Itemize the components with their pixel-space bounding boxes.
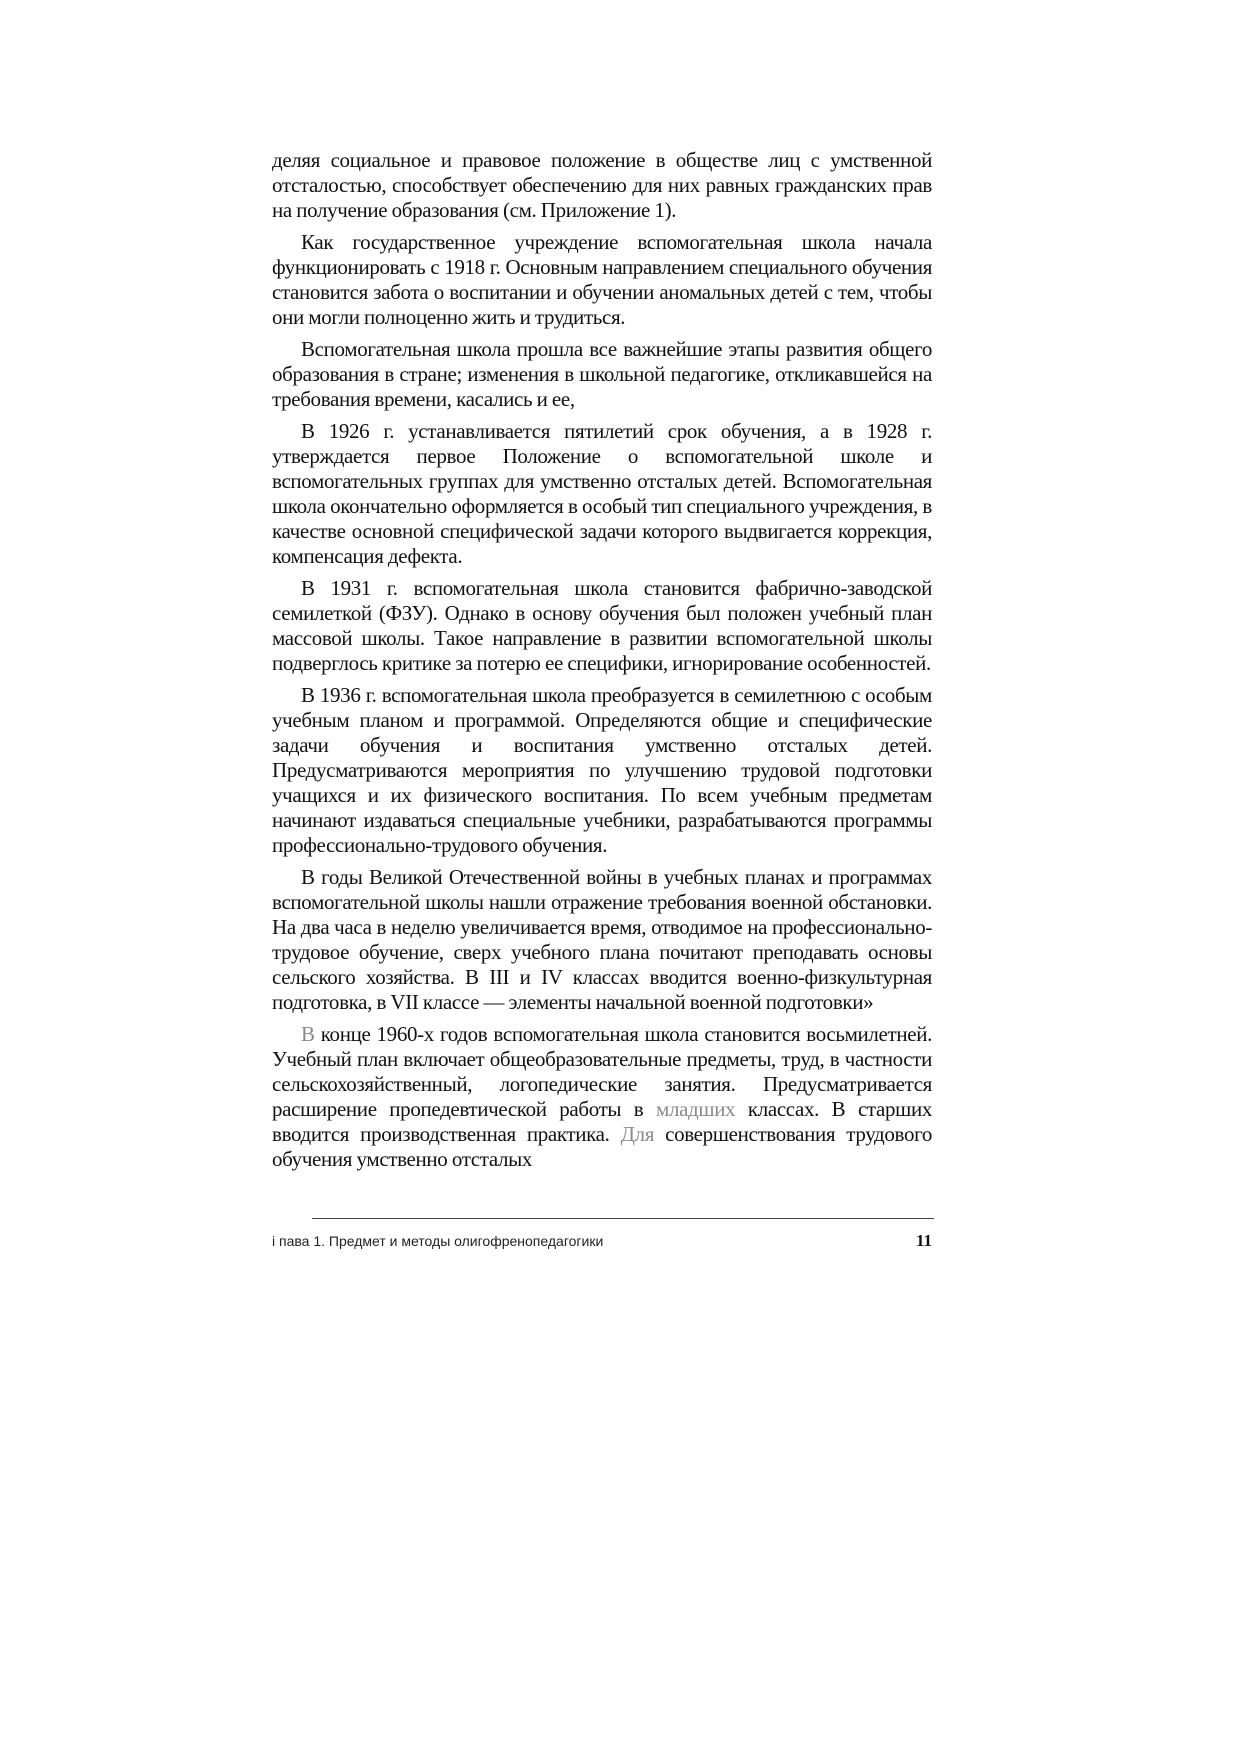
paragraph: В 1926 г. устанавливается пятилетий срок обучения, а в 1928 г. утверждается первое Положение о вспомогательной школе и вспомогательных группах для умственно отсталых детей. Вспомогательная школа окончательно оформляется в особый тип специального учреждения, в качестве основной специфической задачи которого выдвигается коррекция, компенсация дефекта. — [272, 419, 932, 568]
footer-divider — [312, 1218, 934, 1219]
paragraph-text-part: совершенствования трудового обучения умственно отсталых — [272, 1122, 932, 1171]
faded-word: Для — [620, 1122, 655, 1146]
page-number: 11 — [915, 1231, 932, 1250]
paragraph: В годы Великой Отечественной войны в учебных планах и программах вспомогательной школы нашли отражение требования военной обстановки. На два часа в неделю увеличивается время, отводимое на профессионально-трудовое обучение, сверх учебного плана почитают преподавать основы сельского хозяйства. В III и IV классах вводится военно-физкультурная подготовка, в VII классе — элементы начальной военной подготовки» — [272, 865, 932, 1014]
paragraph: Как государственное учреждение вспомогательная школа начала функционировать с 1918 г. Основным направлением специального обучения становится забота о воспитании и обучении аномальных детей с тем, чтобы они могли полноценно жить и трудиться. — [272, 230, 932, 329]
paragraph: Вспомогательная школа прошла все важнейшие этапы развития общего образования в стране; изменения в школьной педагогике, откликавшейся на требования времени, касались и ее, — [272, 337, 932, 411]
page-footer — [272, 1231, 932, 1255]
body-text — [272, 148, 932, 1172]
running-chapter-title: i пава 1. Предмет и методы олигофренопедагогики — [272, 1233, 604, 1249]
faded-phrase: младших — [656, 1097, 736, 1121]
paragraph-last — [272, 1022, 932, 1172]
paragraph-text-part: конце 1960-х годов вспомогательная школа становится восьмилетней. Учебный план включает общеобразовательные предметы, труд, в частности сельскохозяйственный, логопедические занятия. Предусматривается расширение пропедевтической работы в — [272, 1022, 932, 1121]
faded-first-word: В — [301, 1022, 315, 1046]
paragraph-continuation: деляя социальное и правовое положение в обществе лиц с умственной отсталостью, способствует обеспечению для них равных гражданских прав на получение образования (см. Приложение 1). — [272, 148, 932, 222]
paragraph-text-part: классах. В старших вводится производственная практика. — [272, 1097, 932, 1146]
paragraph: В 1931 г. вспомогательная школа становится фабрично-заводской семилеткой (ФЗУ). Однако в основу обучения был положен учебный план массовой школы. Такое направление в развитии вспомогательной школы подверглось критике за потерю ее специфики, игнорирование особенностей. — [272, 576, 932, 675]
paragraph: В 1936 г. вспомогательная школа преобразуется в семилетнюю с особым учебным планом и программой. Определяются общие и специфические задачи обучения и воспитания умственно отсталых детей. Предусматриваются мероприятия по улучшению трудовой подготовки учащихся и их физического воспитания. По всем учебным предметам начинают издаваться специальные учебники, разрабатываются программы профессионально-трудового обучения. — [272, 683, 932, 857]
